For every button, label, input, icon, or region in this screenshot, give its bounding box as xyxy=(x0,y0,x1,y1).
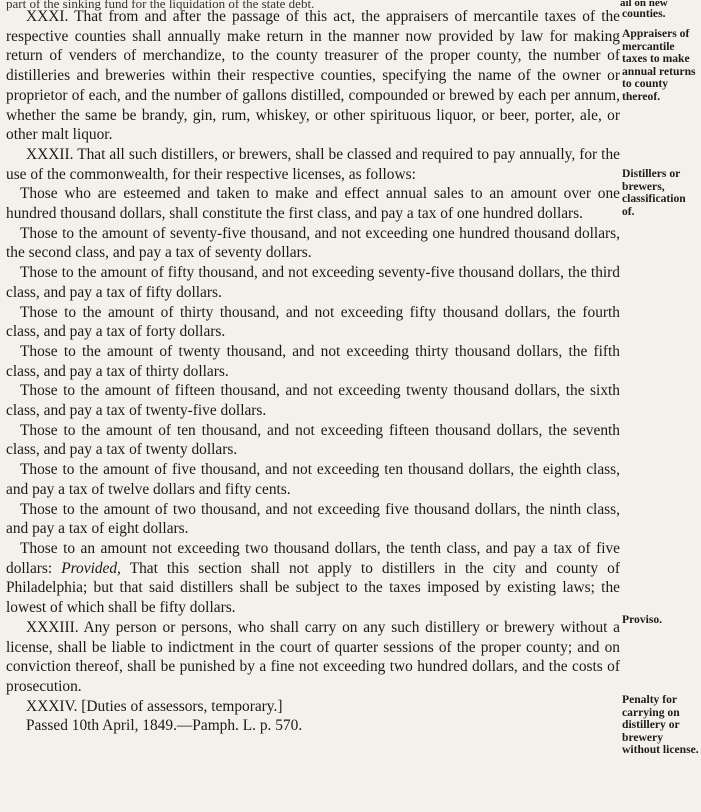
class-2: Those to the amount of seventy-five thousand, and not exceeding one hundred thousand dollars, the second class, and pay a tax of seventy dollars. xyxy=(6,224,620,262)
class-1: Those who are esteemed and taken to make and effect annual sales to an amount over one hundred thousand dollars, shall constitute the first class, and pay a tax of one hundred dollars. xyxy=(6,185,620,223)
class-9: Those to the amount of two thousand, and not exceeding five thousand dollars, the ninth class, and pay a tax of eight dollars. xyxy=(6,500,620,538)
class-7: Those to the amount of ten thousand, and not exceeding fifteen thousand dollars, the seventh class, and pay a tax of twenty dollars. xyxy=(6,421,620,459)
class-10-proviso-paragraph xyxy=(6,539,620,618)
section-34: XXXIV. [Duties of assessors, temporary.] xyxy=(26,697,283,715)
class-5: Those to the amount of twenty thousand, and not exceeding thirty thousand dollars, the fifth class, and pay a tax of thirty dollars. xyxy=(6,342,620,380)
class-10-text: Those to an amount not exceeding two thousand dollars, the tenth class, and pay a tax of five dollars: xyxy=(6,539,620,577)
class-3: Those to the amount of fifty thousand, and not exceeding seventy-five thousand dollars, the third class, and pay a tax of fifty dollars. xyxy=(6,264,620,301)
passed-line: Passed 10th April, 1849.—Pamph. L. p. 570. xyxy=(26,717,303,735)
margin-fragment-top: ail on new xyxy=(620,0,668,9)
class-8: Those to the amount of five thousand, and not exceeding ten thousand dollars, the eighth class, and pay a tax of twelve dollars and fifty cents. xyxy=(6,461,620,498)
class-6: Those to the amount of fifteen thousand, and not exceeding twenty thousand dollars, the sixth class, and pay a tax of twenty-five dollars. xyxy=(6,382,620,420)
margin-note-distillers: Distillers or brewers, classification of. xyxy=(622,167,686,218)
header-fragment: part of the sinking fund for the liquidation of the state debt. xyxy=(6,0,315,11)
main-text-column xyxy=(6,0,620,736)
margin-note-proviso: Proviso. xyxy=(622,613,663,626)
section-31: XXXI. That from and after the passage of this act, the appraisers of mercantile taxes of the respective counties shall annually make return in the manner now provided by law for making return of venders of merchandize, to the county treasurer of the proper county, the number of distilleries and breweries within their respective counties, specifying the name of the owner or proprietor of each, and the number of gallons distilled, compounded or brewed by each per annum, whether the same be brandy, gin, rum, whiskey, or other spirituous liquor, or beer, porter, ale, or other malt liquor. xyxy=(6,8,620,144)
margin-note-counties: counties. xyxy=(622,7,666,20)
section-32: XXXII. That all such distillers, or brewers, shall be classed and required to pay annually, for the use of the commonwealth, for their respective licenses, as follows: xyxy=(6,145,620,183)
margin-note-appraisers: Appraisers of mercantile taxes to make annual returns to county thereof. xyxy=(622,27,696,103)
section-33: XXXIII. Any person or persons, who shall carry on any such distillery or brewery without a license, shall be liable to indictment in the court of quarter sessions of the proper county; and on conviction thereof, shall be punished by a fine not exceeding two hundred dollars, and the costs of prosecution. xyxy=(6,618,620,695)
margin-note-penalty: Penalty for carrying on distillery or brewery without license. xyxy=(622,693,699,757)
class-4: Those to the amount of thirty thousand, and not exceeding fifty thousand dollars, the fourth class, and pay a tax of forty dollars. xyxy=(6,303,620,341)
provided-word: Provided, xyxy=(61,559,121,577)
proviso-text: That this section shall not apply to distillers in the city and county of Philadelphia; but that said distillers shall be subject to the taxes imposed by existing laws; the lowest of which shall be fifty dollars. xyxy=(6,559,620,617)
